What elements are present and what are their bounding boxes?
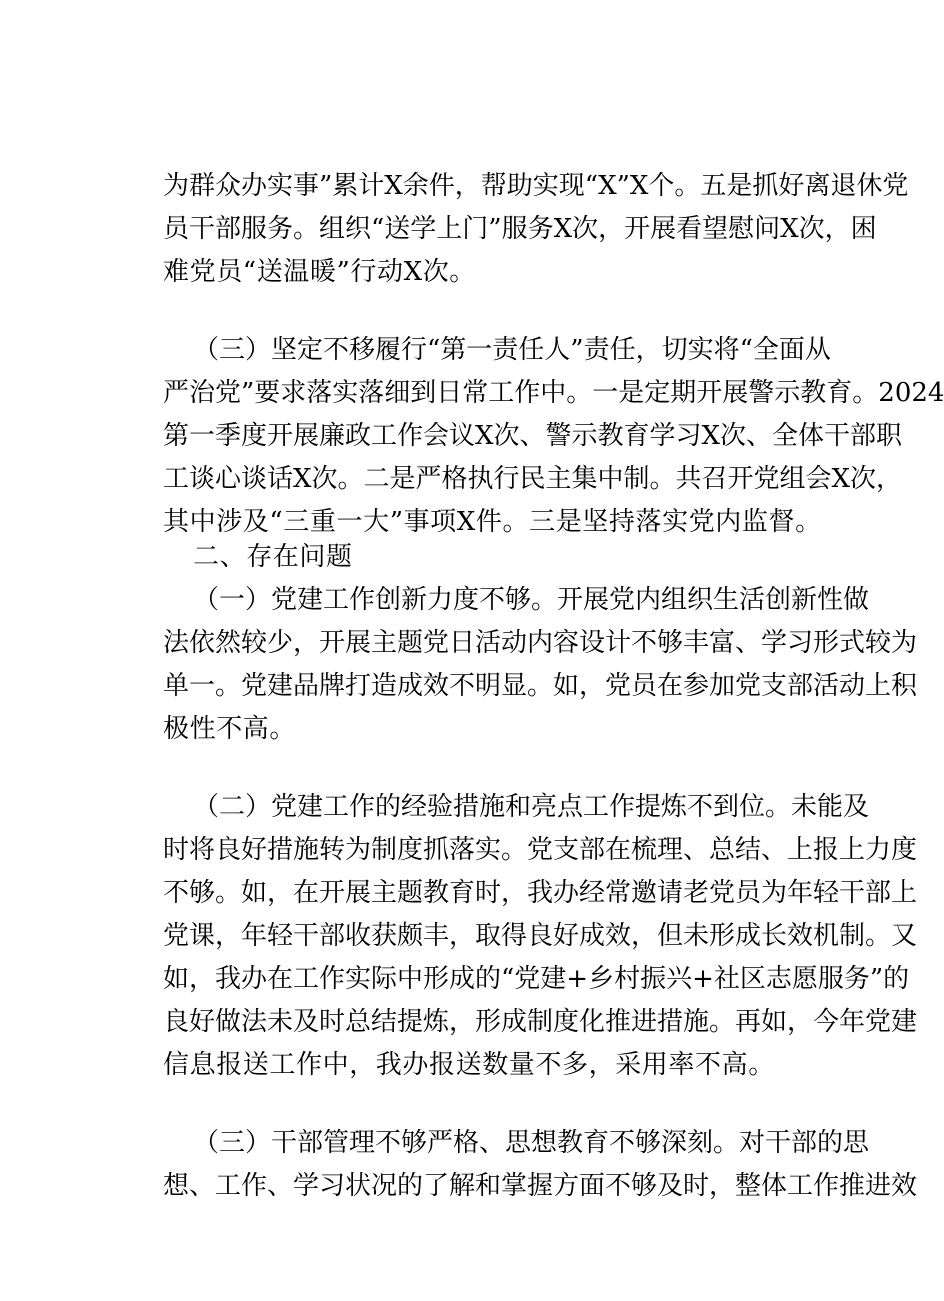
p4-line-1: （二）党建工作的经验措施和亮点工作提炼不到位。未能及 <box>193 792 870 822</box>
p3-line-4: 极性不高。 <box>163 714 297 744</box>
p4-line-7: 信息报送工作中，我办报送数量不多，采用率不高。 <box>163 1050 775 1080</box>
p4-line-3: 不够。如，在开展主题教育时，我办经常邀请老党员为年轻干部上 <box>163 878 918 908</box>
p4-line-4: 党课，年轻干部收获颇丰，取得良好成效，但未形成长效机制。又 <box>163 921 918 951</box>
p3-line-2: 法依然较少，开展主题党日活动内容设计不够丰富、学习形式较为 <box>163 628 918 658</box>
p2-line-2: 严治党”要求落实落细到日常工作中。一是定期开展警示教育。2024 <box>163 378 944 408</box>
p4-line-5: 如，我办在工作实际中形成的“党建+乡村振兴+社区志愿服务”的 <box>163 964 910 994</box>
p1-line-3: 难党员“送温暖”行动X次。 <box>163 257 476 287</box>
p2-line-3: 第一季度开展廉政工作会议X次、警示教育学习X次、全体干部职 <box>163 421 903 451</box>
p3-line-1: （一）党建工作创新力度不够。开展党内组织生活创新性做 <box>193 585 870 615</box>
p2-line-5: 其中涉及“三重一大”事项X件。三是坚持落实党内监督。 <box>163 507 822 537</box>
p2-line-1: （三）坚定不移履行“第一责任人”责任，切实将“全面从 <box>193 335 831 365</box>
p4-line-6: 良好做法未及时总结提炼，形成制度化推进措施。再如，今年党建 <box>163 1007 918 1037</box>
p1-line-2: 员干部服务。组织“送学上门”服务X次，开展看望慰问X次，困 <box>163 214 877 244</box>
p3-line-3: 单一。党建品牌打造成效不明显。如，党员在参加党支部活动上积 <box>163 671 918 701</box>
p2-line-4: 工谈心谈话X次。二是严格执行民主集中制。共召开党组会X次， <box>163 464 903 494</box>
section-heading: 二、存在问题 <box>193 542 353 572</box>
p5-line-1: （三）干部管理不够严格、思想教育不够深刻。对干部的思 <box>193 1128 870 1158</box>
p1-line-1: 为群众办实事”累计X余件，帮助实现“X”X个。五是抓好离退休党 <box>163 171 909 201</box>
p4-line-2: 时将良好措施转为制度抓落实。党支部在梳理、总结、上报上力度 <box>163 835 918 865</box>
p5-line-2: 想、工作、学习状况的了解和掌握方面不够及时，整体工作推进效 <box>163 1171 918 1201</box>
